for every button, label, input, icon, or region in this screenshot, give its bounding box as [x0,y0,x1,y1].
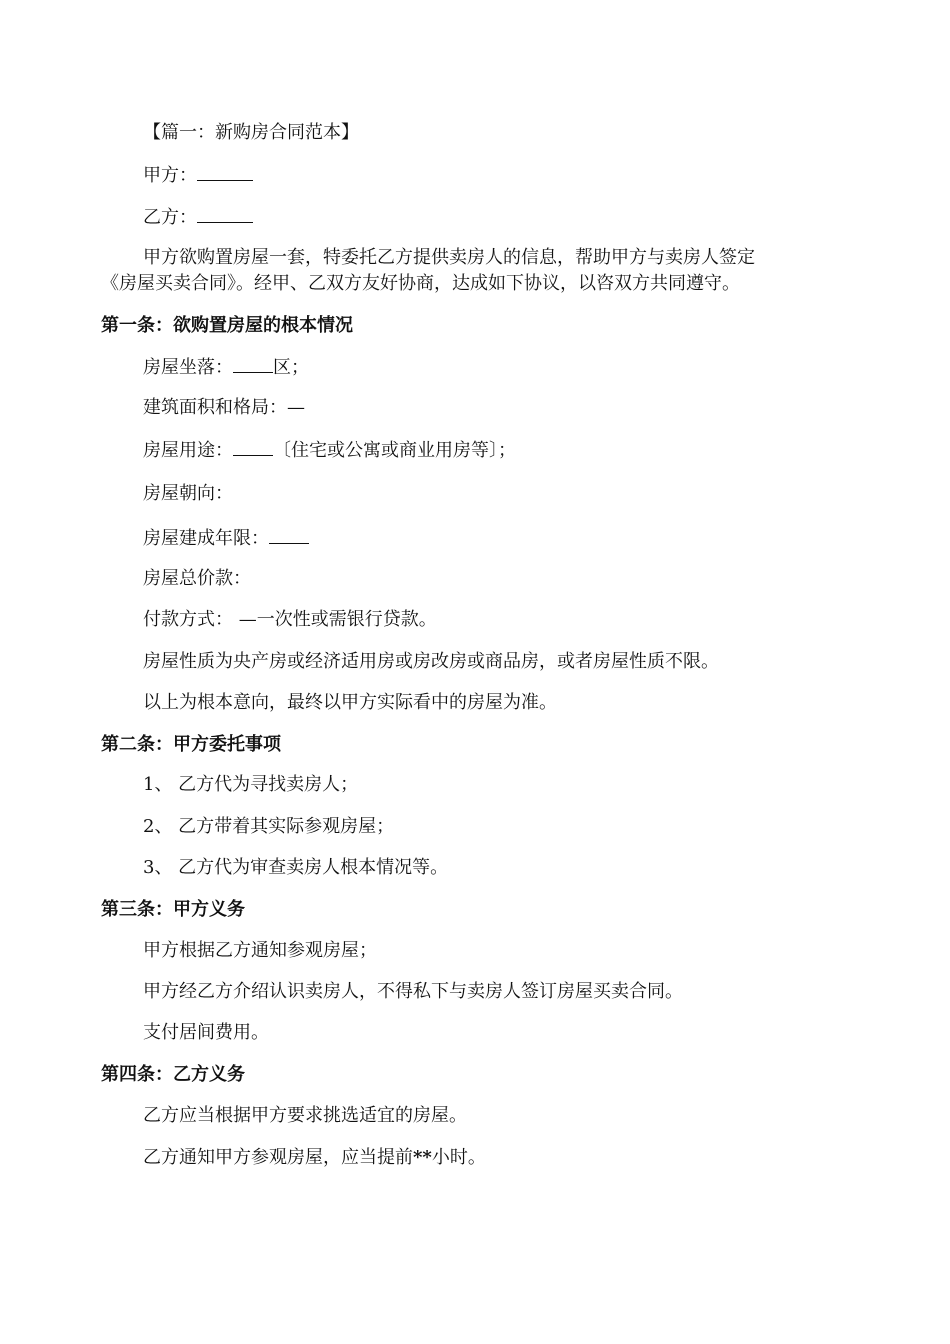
year-line [143,526,309,551]
nature-line: 房屋性质为央产房或经济适用房或房改房或商品房，或者房屋性质不限。 [143,651,719,672]
section2-item-3: 3、 乙方代为审查卖房人根本情况等。 [143,857,449,878]
party-a-line [143,163,253,188]
section3-item-1: 甲方根据乙方通知参观房屋； [143,940,377,961]
orientation-line: 房屋朝向： [143,483,233,504]
section2-item-2: 2、 乙方带着其实际参观房屋； [143,816,395,837]
year-label: 房屋建成年限： [143,528,269,549]
area-line: 建筑面积和格局：— [143,397,305,418]
location-line [143,355,309,380]
section1-heading: 第一条：欲购置房屋的根本情况 [101,315,353,336]
section3-heading: 第三条：甲方义务 [101,899,245,920]
document-title: 【篇一：新购房合同范本】 [143,122,359,143]
party-a-blank [197,163,253,181]
party-a-label: 甲方： [143,165,197,186]
location-blank [233,355,273,373]
section2-heading: 第二条：甲方委托事项 [101,734,281,755]
section4-item-2 [143,1146,486,1170]
intro-line-1: 甲方欲购置房屋一套，特委托乙方提供卖房人的信息，帮助甲方与卖房人签定 [143,247,755,268]
use-line [143,438,516,463]
section4-item-1: 乙方应当根据甲方要求挑选适宜的房屋。 [143,1105,467,1126]
year-blank [269,526,309,544]
use-suffix: 〔住宅或公寓或商业用房等〕； [273,440,516,461]
section4-item-2-mark: ** [413,1147,432,1168]
section4-item-2-suffix: 小时。 [431,1147,486,1168]
location-suffix: 区； [273,357,309,378]
section4-heading: 第四条：乙方义务 [101,1064,245,1085]
party-b-label: 乙方： [143,207,197,228]
section4-item-2-prefix: 乙方通知甲方参观房屋，应当提前 [143,1147,413,1168]
section3-item-3: 支付居间费用。 [143,1022,269,1043]
section3-item-2: 甲方经乙方介绍认识卖房人，不得私下与卖房人签订房屋买卖合同。 [143,981,683,1002]
party-b-line [143,205,253,230]
note-line: 以上为根本意向，最终以甲方实际看中的房屋为准。 [143,692,557,713]
payment-line: 付款方式： —一次性或需银行贷款。 [143,609,437,630]
use-blank [233,438,273,456]
section2-item-1: 1、 乙方代为寻找卖房人； [143,774,359,795]
use-label: 房屋用途： [143,440,233,461]
intro-line-2: 《房屋买卖合同》。经甲、乙双方友好协商，达成如下协议，以咨双方共同遵守。 [101,273,740,294]
location-label: 房屋坐落： [143,357,233,378]
price-line: 房屋总价款： [143,568,251,589]
party-b-blank [197,205,253,223]
